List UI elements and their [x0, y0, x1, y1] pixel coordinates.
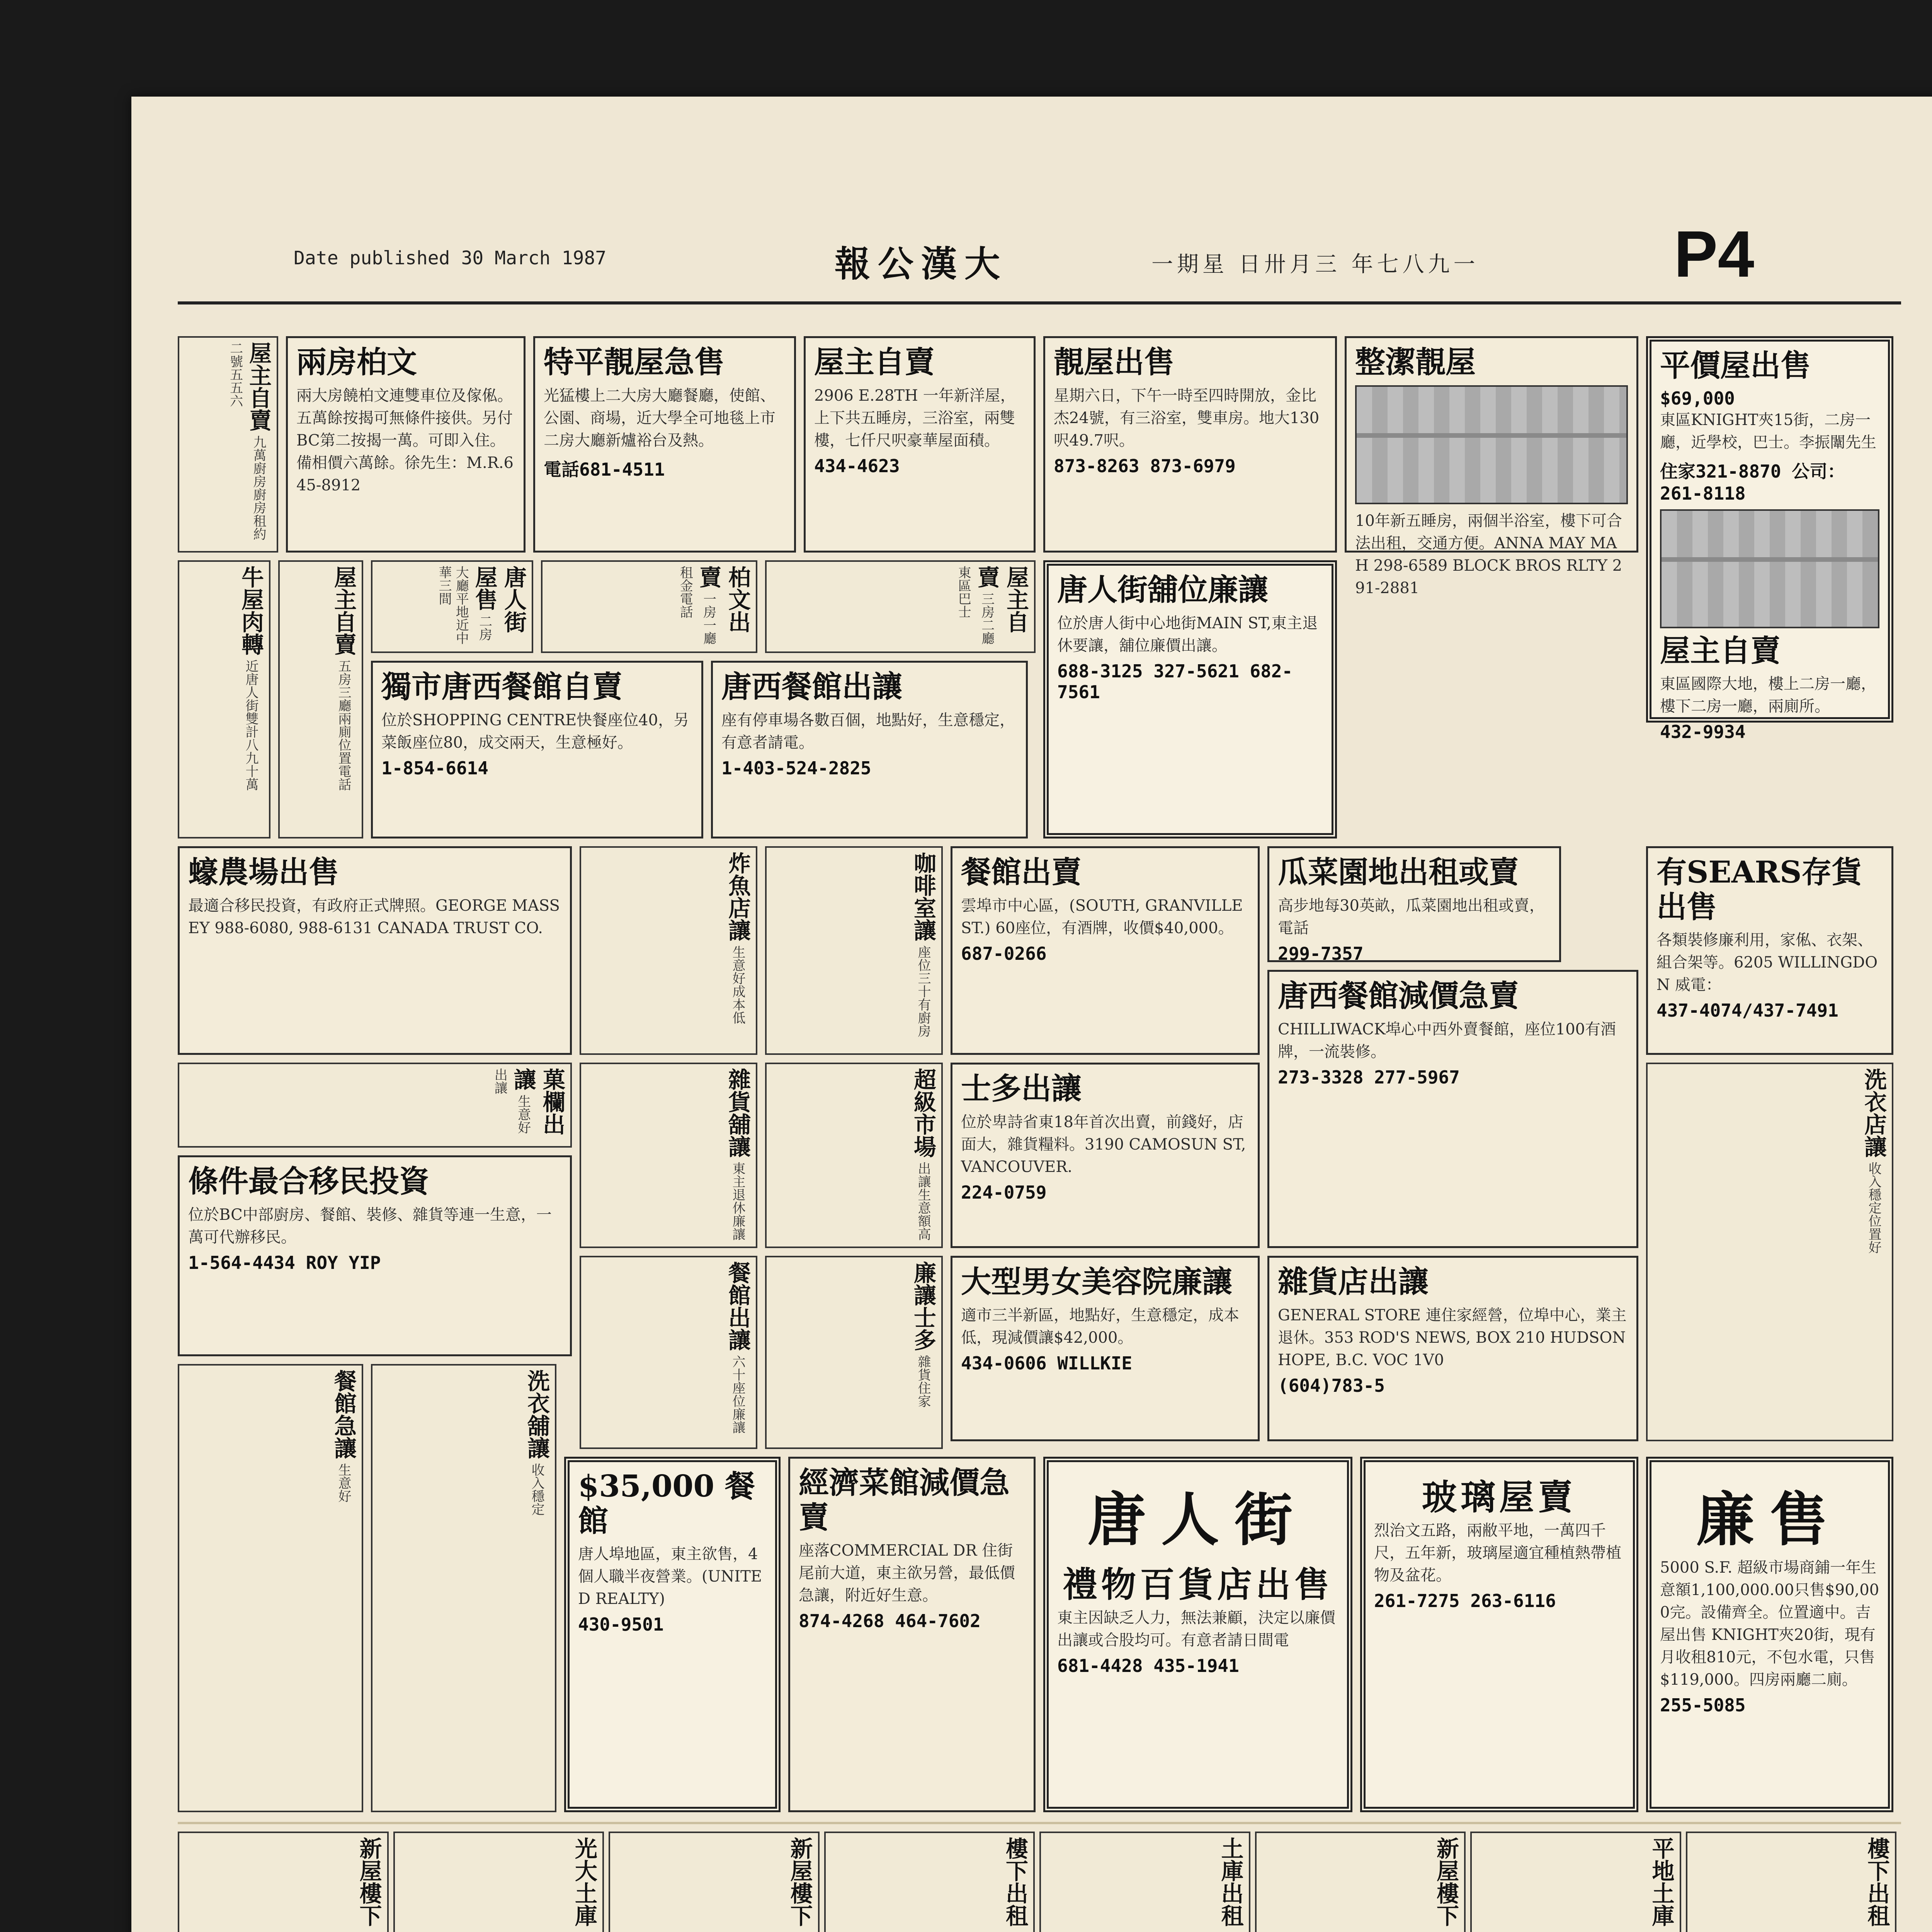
ad-economy-restaurant: [788, 1457, 1036, 1812]
classified-column: [278, 560, 363, 838]
column-heading: 餐館出讓: [724, 1261, 751, 1351]
column-body: 生意好成本低: [730, 945, 745, 1024]
ad-body: 雲埠市中心區，(SOUTH, GRANVILLE ST.) 60座位，有酒牌，收價$40,000。: [961, 896, 1243, 937]
classified-column: [371, 1364, 556, 1812]
ad-phone: 432-9934: [1660, 721, 1746, 743]
ad-heading: 靚屋出售: [1054, 345, 1175, 380]
rental-listing: [824, 1832, 1035, 1932]
ad-price: $69,000: [1660, 388, 1735, 409]
classified-column: [1646, 1063, 1893, 1441]
ad-heading: 蠔農場出售: [188, 855, 339, 890]
ad-heading: 玻璃屋賣: [1422, 1477, 1577, 1518]
column-body: 一房一廳租金電話: [677, 566, 716, 645]
ad-cheap-house: [1646, 336, 1893, 743]
column-body: 座位三十有廚房: [915, 945, 931, 1037]
ad-body: 光猛樓上二大房大廳餐廳，使館、公園、商場，近大學全可地毯上市二房大廳新爐裕台及熱。: [544, 386, 776, 449]
classified-column: [765, 1256, 943, 1449]
ad-restaurant-discount: [1267, 970, 1638, 1248]
ad-chinatown-store: [1043, 560, 1337, 838]
newspaper-page: [131, 97, 1932, 1932]
ad-heading: 瓜菜園地出租或賣: [1278, 855, 1519, 890]
ad-heading: 廉售: [1696, 1486, 1843, 1554]
column-body: 九萬廚房廚房租約二號五五六: [227, 342, 266, 541]
rental-heading: 樓下出租: [1002, 1837, 1028, 1927]
column-heading: 屋主自賣: [973, 566, 1029, 633]
column-heading: 屋主自賣: [330, 566, 357, 655]
rental-listing: [178, 1832, 389, 1932]
ad-heading: 唐人街舖位廉讓: [1057, 572, 1269, 607]
masthead-rule: [178, 301, 1901, 304]
ad-phone: 434-4623: [814, 455, 900, 476]
ad-heading: 特平靚屋急售: [544, 345, 725, 380]
column-heading: 餐館急讓: [330, 1369, 357, 1459]
rental-heading: 樓下出租: [1864, 1837, 1890, 1927]
rental-listing: [393, 1832, 604, 1932]
classified-column: [765, 846, 943, 1055]
ad-greenhouse: [1360, 1457, 1638, 1812]
column-heading: 炸魚店讓: [724, 852, 751, 941]
column-body: 近唐人街雙計八九十萬: [243, 659, 259, 791]
ad-body: GENERAL STORE 連住家經營，位埠中心，業主退休。353 ROD'S NEWS, BOX 210 HUDSON HOPE, B.C. VOC 1V0: [1278, 1306, 1627, 1369]
classified-column: [765, 560, 1036, 653]
column-body: 生意好出讓: [492, 1068, 531, 1134]
ad-body: 東主因缺乏人力，無法兼顧，決定以廉價出讓或合股均可。有意者請日間電: [1057, 1609, 1335, 1649]
classified-column: [580, 846, 757, 1055]
column-body: 生意好: [336, 1463, 351, 1503]
ad-heading: 雜貨店出讓: [1278, 1264, 1429, 1299]
column-body: 二房大廳平地近中華三間: [436, 566, 492, 645]
classified-grid: [178, 313, 1901, 1932]
ad-body: 5000 S.F. 超級市場商鋪一年生意額1,100,000.00只售$90,000完。設備齊全。位置適中。吉屋出售 KNIGHT夾20街，現有月收租810元，不包水電，只售$119,000。四房兩廳二廁。: [1660, 1559, 1879, 1689]
ad-phone: (604)783-5: [1278, 1375, 1385, 1396]
ad-bargain-sale: [1646, 1457, 1893, 1812]
rental-listing: [1470, 1832, 1681, 1932]
column-heading: 咖啡室讓: [910, 852, 936, 941]
rental-heading: 光大土庫: [571, 1837, 597, 1927]
ad-body: 高步地每30英畝，瓜菜園地出租或賣，電話: [1278, 896, 1545, 937]
classified-column: [371, 560, 533, 653]
rental-heading: 新屋樓下: [1433, 1837, 1459, 1927]
ad-phone: 住家321-8870 公司：261-8118: [1660, 461, 1845, 504]
ad-body: 兩大房饒柏文連雙車位及傢俬。五萬餘按揭可無條件接供。另付BC第二按揭一萬。可即入住。備相價六萬餘。徐先生：M.R.645-8912: [296, 386, 514, 494]
classified-column: [178, 560, 270, 838]
column-body: 雜貨住家: [915, 1355, 931, 1408]
column-heading: 菓欄出讓: [510, 1068, 565, 1135]
ad-phone: 255-5085: [1660, 1695, 1746, 1716]
ad-house-sale-2: [1043, 336, 1337, 553]
ad-heading: 大型男女美容院廉讓: [961, 1264, 1233, 1299]
ad-store-transfer: [951, 1063, 1260, 1248]
ad-sears-stock: [1646, 846, 1893, 1055]
column-heading: 唐人街屋售: [471, 566, 527, 633]
ad-body: 星期六日，下午一時至四時開放，金比杰24號，有三浴室，雙車房。地大130呎49.7呎。: [1054, 386, 1320, 449]
ad-heading: 屋主自賣: [1660, 633, 1781, 668]
ad-house-sale-1: [533, 336, 796, 553]
ad-phone: 874-4268 464-7602: [799, 1611, 981, 1632]
classified-column: [178, 336, 278, 553]
ad-body: 座落COMMERCIAL DR 住街尾前大道，東主欲另營，最低價急讓，附近好生意。: [799, 1542, 1015, 1605]
ad-heading: $35,000 餐館: [578, 1469, 755, 1539]
ad-heading: 經濟菜館減價急賣: [799, 1465, 1010, 1535]
ad-body: 位於BC中部廚房、餐館、裝修、雜貨等連一生意，一萬可代辦移民。: [188, 1206, 552, 1246]
ad-phone: 1-403-524-2825: [721, 757, 871, 779]
ad-oyster-farm: [178, 846, 572, 1055]
ad-phone: 1-854-6614: [381, 757, 488, 779]
ad-heading: 條件最合移民投資: [188, 1164, 430, 1199]
column-heading: 超級市場: [910, 1068, 936, 1158]
publish-date: Date published 30 March 1987: [294, 247, 607, 269]
ad-body: 位於SHOPPING CENTRE快餐座位40，另菜飯座位80，成交兩天，生意極好。: [381, 711, 689, 752]
ad-heading: 唐人街: [1087, 1486, 1308, 1554]
ad-phone: 681-4428 435-1941: [1057, 1655, 1239, 1676]
ad-heading: 整潔靚屋: [1355, 345, 1476, 380]
ad-phone: 430-9501: [578, 1614, 664, 1635]
column-heading: 牛屋肉轉: [238, 566, 264, 655]
rental-listing: [1039, 1832, 1250, 1932]
ad-two-room-condo: [286, 336, 526, 553]
ad-subheading: 禮物百貨店出售: [1063, 1564, 1333, 1605]
ad-restaurant-35000: [564, 1457, 781, 1812]
house-photo: [1355, 385, 1628, 504]
ad-western-restaurant-2: [711, 661, 1028, 838]
rental-heading: 平地土庫: [1648, 1837, 1675, 1927]
rental-heading: 土庫出租: [1217, 1837, 1244, 1927]
classified-column: [765, 1063, 943, 1248]
ad-phone: 261-7275 263-6116: [1374, 1590, 1556, 1611]
column-body: 三房二廳東區巴士: [956, 566, 995, 645]
column-body: 收入穩定: [529, 1463, 544, 1516]
ad-heading: 平價屋出售: [1660, 348, 1811, 383]
rental-listing: [1255, 1832, 1466, 1932]
column-body: 出讓生意額高: [915, 1162, 931, 1241]
ad-heading: 兩房柏文: [296, 345, 417, 380]
column-body: 五房三廳兩廁位置電話: [336, 659, 351, 791]
column-heading: 雜貨舖讓: [724, 1068, 751, 1158]
rental-listing: [1686, 1832, 1897, 1932]
ad-phone: 273-3328 277-5967: [1278, 1066, 1460, 1088]
ad-body: 東區KNIGHT夾15街，二房一廳，近學校，巴士。李振闈先生: [1660, 411, 1876, 451]
ad-body: 各類裝修廉利用，家俬、衣架、組合架等。6205 WILLINGDON 威電：: [1656, 931, 1878, 994]
rental-listings: [178, 1832, 1901, 1932]
ad-body: 座有停車場各數百個，地點好，生意穩定，有意者請電。: [721, 711, 1015, 752]
ad-general-store: [1267, 1256, 1638, 1441]
rental-heading: 新屋樓下: [786, 1837, 813, 1927]
ad-body: 唐人埠地區，東主欲售，4個人職半夜營業。(UNITED REALTY): [578, 1545, 762, 1608]
ad-phone: 1-564-4434 ROY YIP: [188, 1252, 381, 1273]
ad-body: 烈治文五路，兩敝平地，一萬四千尺，五年新，玻璃屋適宜種植熱帶植物及盆花。: [1374, 1522, 1621, 1584]
column-heading: 洗衣店讓: [1861, 1068, 1887, 1158]
classified-column: [580, 1063, 757, 1248]
column-body: 東主退休廉讓: [730, 1162, 745, 1241]
page-fold: [178, 1822, 1901, 1824]
ad-phone: 437-4074/437-7491: [1656, 1000, 1838, 1021]
ad-chinatown-gift-store: [1043, 1457, 1352, 1812]
house-photo: [1660, 509, 1879, 628]
classified-column: [178, 1364, 363, 1812]
ad-body: 適市三半新區，地點好，生意穩定，成本低，現減價讓$42,000。: [961, 1306, 1239, 1347]
ad-body: 位於卑詩省東18年首次出賣，前錢好，店面大，雜貨糧料。3190 CAMOSUN ST, VANCOUVER.: [961, 1113, 1246, 1176]
ad-body: 位於唐人街中心地街MAIN ST,東主退休要讓，舖位廉價出讓。: [1057, 614, 1318, 655]
rental-listing: [609, 1832, 820, 1932]
ad-phone: 873-8263 873-6979: [1054, 455, 1236, 476]
ad-phone: 224-0759: [961, 1182, 1047, 1203]
ad-heading: 屋主自賣: [814, 345, 935, 380]
ad-heading: 有SEARS存貨出售: [1656, 855, 1862, 925]
ad-body: 東區國際大地，樓上二房一廳，樓下二房一廳，兩廁所。: [1660, 675, 1876, 716]
masthead: [178, 213, 1901, 328]
ad-western-restaurant-1: [371, 661, 703, 838]
ad-phone: 電話681-4511: [544, 459, 665, 480]
ad-owner-sale-1: [804, 336, 1036, 553]
column-heading: 柏文出賣: [695, 566, 751, 633]
issue-date: 一期星 日卅月三 年七八九一: [1151, 252, 1479, 277]
column-heading: 屋主自賣: [245, 342, 272, 431]
ad-restaurant-sale: [951, 846, 1260, 1055]
ad-immigration-investment: [178, 1155, 572, 1356]
ad-body: 10年新五睡房，兩個半浴室，樓下可合法出租，交通方便。ANNA MAY MAH 298-6589 BLOCK BROS RLTY 291-2881: [1355, 512, 1622, 597]
ad-heading: 餐館出賣: [961, 855, 1082, 890]
ad-heading: 唐西餐館出讓: [721, 669, 903, 704]
page-number: P4: [1674, 218, 1754, 291]
column-heading: 廉讓士多: [910, 1261, 936, 1351]
ad-body: 最適合移民投資，有政府正式牌照。GEORGE MASSEY 988-6080, 988-6131 CANADA TRUST CO.: [188, 896, 560, 937]
classified-column: [580, 1256, 757, 1449]
ad-phone: 299-7357: [1278, 943, 1364, 964]
column-body: 收入穩定位置好: [1866, 1162, 1881, 1254]
ad-body: 2906 E.28TH 一年新洋屋，上下共五睡房，三浴室，兩雙樓，七仟尺呎豪華屋面積。: [814, 386, 1016, 449]
ad-heading: 獨市唐西餐館自賣: [381, 669, 623, 704]
ad-body: CHILLIWACK埠心中西外賣餐館，座位100有酒牌，一流裝修。: [1278, 1020, 1616, 1061]
classified-column: [541, 560, 757, 653]
ad-heading: 士多出讓: [961, 1071, 1082, 1106]
ad-beauty-salon: [951, 1256, 1260, 1441]
ad-farmland: [1267, 846, 1561, 962]
column-heading: 洗衣舖讓: [524, 1369, 550, 1459]
classified-column: [178, 1063, 572, 1148]
ad-phone: 687-0266: [961, 943, 1047, 964]
ad-phone: 688-3125 327-5621 682-7561: [1057, 660, 1293, 702]
column-body: 六十座位廉讓: [730, 1355, 745, 1434]
ad-phone: 434-0606 WILLKIE: [961, 1352, 1133, 1374]
newspaper-title: 報公漢大: [835, 243, 1008, 285]
rental-heading: 新屋樓下: [355, 1837, 382, 1927]
ad-clean-house: [1345, 336, 1638, 597]
ad-heading: 唐西餐館減價急賣: [1278, 978, 1519, 1014]
